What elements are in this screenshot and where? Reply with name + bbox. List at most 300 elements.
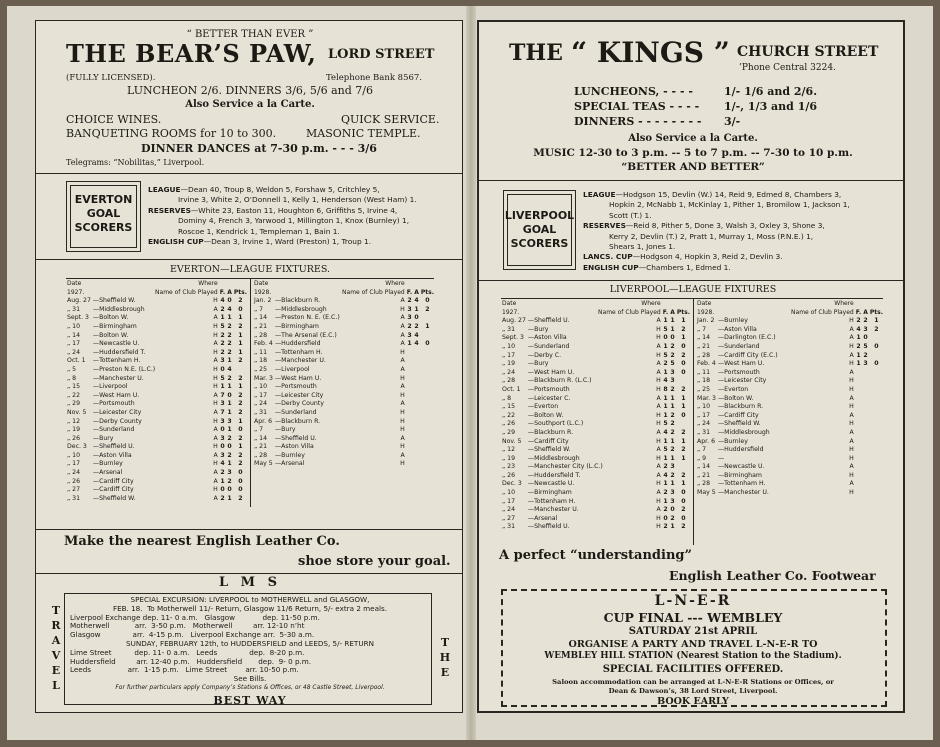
fixture-goals-for: 5 [220, 322, 225, 330]
fixture-row [66, 306, 248, 315]
kings-music: MUSIC 12-30 to 3 p.m. -- 5 to 7 p.m. -- 7-30 to 10 p.m. [533, 147, 853, 159]
fixture-goals-for: 1 [407, 340, 412, 348]
fixture-goals-for: 2 [220, 331, 225, 339]
fixture-goals-against: 1 [670, 454, 675, 462]
fixture-opponent: —Tottenham H. [527, 497, 576, 505]
fixture-points [420, 426, 435, 435]
fixture-opponent: —Sheffield W. [527, 446, 571, 454]
fixture-goals-for: 3 [407, 314, 412, 322]
fixture-venue: A [213, 469, 218, 477]
menu-price: 1/- 1/6 and 2/6. [724, 85, 818, 98]
fixture-goals-against: 1 [227, 383, 232, 391]
fixture-points [420, 460, 435, 469]
fixture-goals-against: 1 [670, 325, 675, 333]
fixture-date: „ 10 [67, 322, 81, 330]
fixture-date: Feb. 4 [254, 340, 273, 348]
fixture-goals-for: 8 [663, 385, 668, 393]
fixture-points [869, 455, 884, 464]
fixture-venue: H [656, 377, 661, 385]
fixture-points: 2 [238, 322, 243, 330]
fixture-row [253, 375, 435, 384]
fixture-points: 0 [681, 368, 686, 376]
fixture-opponent: —Bolton W. [527, 411, 564, 419]
fixture-points [869, 352, 884, 361]
fixture-venue: H [656, 497, 661, 505]
fixture-row [66, 400, 248, 409]
fixture-date: „ 24 [67, 348, 81, 356]
fixture-date: „ 18 [254, 357, 268, 365]
menu-item: SPECIAL TEAS - - - - [574, 100, 700, 113]
fixture-date: „ 17 [67, 460, 81, 468]
leather-ad-line1: A perfect “understanding” [499, 548, 692, 563]
fixture-row [501, 352, 691, 361]
fixture-venue: A [400, 357, 405, 365]
col-empty [219, 280, 227, 289]
fixture-date: „ 21 [254, 443, 268, 451]
fixture-goals-for: 0 [220, 426, 225, 434]
divider [36, 573, 463, 574]
fixture-venue: A [400, 451, 405, 459]
fixture-opponent: —West Ham U. [274, 374, 322, 382]
fixture-date: „ 17 [67, 340, 81, 348]
fixture-opponent: —Sheffield U. [527, 523, 570, 531]
fixture-points: 1 [238, 331, 243, 339]
fixture-row [696, 472, 884, 481]
fixture-venue: H [213, 348, 218, 356]
fixture-opponent: —Tottenham H. [717, 480, 766, 488]
scorer-names: Roscoe 1, Kendrick 1, Templeman 1, Bain 1. [178, 226, 340, 236]
lms-line: Lime Street dep. 11- 0 a.m. Leeds dep. 8-20 p.m. [70, 647, 305, 657]
scorer-category: LANCS. CUP [583, 252, 633, 262]
travel-letter: A [51, 634, 61, 647]
liverpool-fixtures-table-1927 [501, 300, 691, 532]
fixture-goals-for: 4 [663, 428, 668, 436]
fixture-points [420, 366, 435, 375]
bears-masonic: MASONIC TEMPLE. [306, 127, 421, 140]
kings-menu-row [574, 114, 817, 129]
scorer-names: Kerry 2, Devlin (T.) 2, Pratt 1, Murray 1, Moss (P.N.E.) 1, [609, 231, 814, 241]
fixture-opponent: —Derby C. [527, 351, 562, 359]
fixture-points: 2 [238, 408, 243, 416]
lms-line: FEB. 18. To Motherwell 11/- Return, Glasgow 11/6 Return, 5/- extra 2 meals. [112, 603, 388, 613]
fixture-row [501, 455, 691, 464]
scorer-names: Shears 1, Jones 1. [609, 242, 676, 251]
fixture-points: 1 [238, 340, 243, 348]
fixture-points [676, 420, 691, 429]
fixture-goals-for: 2 [663, 489, 668, 497]
fixture-opponent: —Aston Villa [527, 334, 567, 342]
fixture-goals-for: 1 [220, 383, 225, 391]
fixture-goals-against: 1 [414, 305, 419, 313]
fixture-date: „ 19 [502, 454, 516, 462]
kings-phone: ’Phone Central 3224. [739, 63, 836, 73]
fixture-row [501, 317, 691, 326]
fixture-row [696, 369, 884, 378]
everton-fixtures-title: EVERTON—LEAGUE FIXTURES. [169, 264, 331, 275]
lner-title: L-N-E-R [654, 593, 732, 609]
fixture-row [66, 340, 248, 349]
fixture-row [253, 297, 435, 306]
fixture-date: „ 28 [254, 451, 268, 459]
travel-letter: E [51, 664, 61, 677]
fixture-opponent: —Bolton W. [92, 331, 129, 339]
fixture-venue: A [656, 368, 661, 376]
fixture-venue: A [213, 451, 218, 459]
fixture-points: 0 [681, 360, 686, 368]
fixture-venue: A [656, 394, 661, 402]
lner-cup-final: CUP FINAL --- WEMBLEY [603, 610, 783, 625]
col-year: 1927. [67, 288, 85, 296]
col-against: A [227, 288, 232, 296]
fixture-points [869, 472, 884, 481]
fixture-goals-against [862, 386, 869, 395]
fixture-date: „ 24 [254, 400, 268, 408]
fixture-goals-for: 4 [220, 297, 225, 305]
kings-menu-list [574, 84, 817, 129]
fixture-opponent: —Bury [527, 360, 549, 368]
fixture-goals-for: 2 [220, 305, 225, 313]
fixture-row [66, 452, 248, 461]
lms-line: Glasgow arr. 4-15 p.m. Liverpool Exchange arr. 5-30 a.m. [70, 630, 315, 640]
col-empty [862, 300, 869, 309]
fixture-opponent: —Portsmouth [717, 368, 760, 376]
fixture-venue: A [400, 297, 405, 305]
travel-letter: R [51, 619, 61, 632]
fixture-date: „ 23 [502, 463, 516, 471]
fixture-date: „ 14 [697, 463, 711, 471]
fixture-goals-for: 1 [663, 437, 668, 445]
fixture-venue: A [656, 360, 661, 368]
fixture-venue: H [213, 486, 218, 494]
travel-letter: L [52, 679, 60, 692]
fixture-opponent: —Portsmouth [274, 383, 317, 391]
fixture-points: 0 [681, 342, 686, 350]
fixture-date: „ 27 [67, 486, 81, 494]
fixture-goals-for: 2 [220, 494, 225, 502]
fixture-row [696, 395, 884, 404]
divider [501, 298, 883, 299]
fixture-row [253, 452, 435, 461]
col-date: Date [254, 280, 269, 287]
fixture-opponent: —Arsenal [274, 460, 305, 468]
fixture-row [66, 495, 248, 504]
fixture-goals-against: 3 [227, 469, 232, 477]
fixture-date: „ 26 [502, 471, 516, 479]
fixture-goals-for: 2 [220, 340, 225, 348]
fixture-opponent: —Burnley [717, 317, 748, 325]
fixture-row [253, 366, 435, 375]
fixture-points [869, 438, 884, 447]
fixture-goals-for: 2 [220, 348, 225, 356]
fixture-goals-for: 3 [220, 357, 225, 365]
fixture-goals-against: 3 [670, 368, 675, 376]
fixture-goals-against: 2 [227, 434, 232, 442]
fixture-points: 1 [238, 348, 243, 356]
fixture-points [420, 349, 435, 358]
fixture-row [253, 435, 435, 444]
fixture-date: Mar. 3 [254, 374, 273, 382]
fixture-row [501, 343, 691, 352]
fixture-date: „ 7 [254, 305, 264, 313]
fixture-points: 0 [681, 489, 686, 497]
fixture-points: 2 [238, 460, 243, 468]
fixture-venue: H [849, 420, 854, 428]
fixture-opponent: —Leicester C. [527, 394, 571, 402]
fixture-row [501, 326, 691, 335]
col-empty [676, 300, 691, 309]
fixture-points: 0 [681, 411, 686, 419]
fixture-goals-against: 2 [863, 317, 868, 325]
bears-paw-street: LORD STREET [328, 47, 435, 62]
bears-telegrams: Telegrams: “Nobilitas,” Liverpool. [66, 158, 205, 167]
kings-tagline: “BETTER AND BETTER” [621, 161, 765, 173]
fixture-points: 2 [238, 400, 243, 408]
fixture-opponent: —Huddersfield T. [527, 471, 581, 479]
fixture-venue: A [849, 394, 854, 402]
fixture-date: „ 24 [697, 420, 711, 428]
fixture-row [253, 443, 435, 452]
fixture-venue: H [213, 322, 218, 330]
fixture-date: „ 17 [502, 351, 516, 359]
fixture-venue: A [400, 383, 405, 391]
scorers-box-title [67, 193, 140, 235]
fixture-date: Apr. 6 [697, 437, 716, 445]
fixture-opponent: —Sheffield W. [92, 297, 136, 305]
fixture-goals-for [406, 375, 414, 384]
scorer-line [178, 195, 417, 205]
fixture-goals-for [855, 472, 863, 481]
fixture-date: „ 11 [697, 368, 711, 376]
kings-the: THE [509, 40, 563, 66]
fixture-points [869, 420, 884, 429]
fixture-venue: A [656, 463, 661, 471]
fixture-row [696, 480, 884, 489]
fixture-opponent: —West Ham U. [92, 391, 140, 399]
fixture-goals-against: 0 [227, 297, 232, 305]
col-points: Pts. [420, 288, 434, 296]
fixture-date: „ 24 [67, 469, 81, 477]
scorer-line [609, 242, 675, 252]
fixture-row [66, 383, 248, 392]
fixture-date: Aug. 27 [67, 297, 91, 305]
divider [36, 173, 463, 174]
fixture-points: 2 [238, 451, 243, 459]
lner-date: SATURDAY 21st APRIL [628, 626, 758, 637]
fixture-points: 2 [874, 325, 879, 333]
fixture-opponent: —The Arsenal (E.C.) [274, 331, 337, 339]
fixture-goals-against [862, 472, 869, 481]
fixture-opponent: —Middlesbrough [274, 305, 327, 313]
fixture-goals-for: 4 [663, 377, 668, 385]
fixture-date: „ 21 [697, 342, 711, 350]
fixture-row [66, 478, 248, 487]
scorer-line [609, 211, 652, 221]
fixture-goals-for [855, 455, 863, 464]
fixture-opponent: —Bolton W. [717, 394, 754, 402]
fixture-row [66, 357, 248, 366]
fixture-venue: H [400, 391, 405, 399]
fixture-goals-against: 3 [863, 325, 868, 333]
fixture-goals-for [406, 349, 414, 358]
fixture-goals-for: 2 [407, 322, 412, 330]
fixture-goals-for [406, 383, 414, 392]
fixture-goals-against: 1 [670, 394, 675, 402]
fixture-goals-against: 2 [670, 428, 675, 436]
col-date: Date [67, 280, 82, 287]
fixture-opponent: —Blackburn R. [274, 297, 321, 305]
fixture-date: „ 19 [67, 426, 81, 434]
fixture-points: 2 [681, 471, 686, 479]
fixture-venue: A [656, 428, 661, 436]
fixture-date: „ 28 [254, 331, 268, 339]
fixture-row [501, 523, 691, 532]
fixture-row [501, 480, 691, 489]
fixture-opponent: —Huddersfield T. [92, 348, 146, 356]
fixture-venue: A [213, 434, 218, 442]
fixture-goals-against: 0 [670, 506, 675, 514]
fixture-opponent: —Preston N.E. (L.C.) [92, 365, 156, 373]
fixture-venue: A [400, 331, 405, 339]
fixture-goals-against [862, 438, 869, 447]
fixture-goals-against [413, 375, 420, 384]
fixture-points [869, 463, 884, 472]
fixture-row [66, 366, 248, 375]
scorer-names: —Chambers 1, Edmed 1. [638, 262, 731, 272]
scorers-box-line: SCORERS [510, 237, 569, 250]
fixture-goals-against: 2 [227, 348, 232, 356]
scorer-names: Scott (T.) 1. [609, 210, 652, 220]
fixture-points: 2 [681, 351, 686, 359]
fixture-opponent: —Tottenham H. [274, 348, 323, 356]
fixture-goals-against: 2 [670, 411, 675, 419]
fixture-date: „ 31 [67, 494, 81, 502]
fixture-goals-for: 4 [663, 471, 668, 479]
menu-item: DINNERS - - - - - - - - [574, 115, 702, 128]
fixture-venue: H [213, 331, 218, 339]
col-where: Where [385, 280, 405, 287]
fixture-goals-for [406, 392, 414, 401]
fixture-goals-against: 5 [670, 360, 675, 368]
lner-organise: ORGANISE A PARTY AND TRAVEL L-N-E-R TO [568, 639, 818, 650]
fixture-points [420, 452, 435, 461]
fixture-goals-against: 4 [227, 365, 232, 373]
fixture-venue: A [213, 426, 218, 434]
fixture-date: „ 19 [502, 360, 516, 368]
col-for: F. [219, 288, 226, 296]
fixture-opponent: —Leicester City [717, 377, 767, 385]
fixture-goals-for: 0 [220, 443, 225, 451]
fixture-goals-against: 1 [670, 437, 675, 445]
lner-saloon-2: Dean & Dawson’s, 38 Lord Street, Liverpool. [608, 687, 778, 695]
fixture-points: 1 [681, 317, 686, 325]
fixture-venue: H [656, 334, 661, 342]
fixture-opponent: —Blackburn R. [274, 417, 321, 425]
fixture-goals-against: 1 [227, 357, 232, 365]
fixture-points [869, 386, 884, 395]
fixture-date: „ 17 [254, 391, 268, 399]
fixture-date: Dec. 3 [502, 480, 522, 488]
fixture-points: 2 [238, 357, 243, 365]
fixture-goals-against: 2 [227, 340, 232, 348]
fixture-venue: A [849, 411, 854, 419]
fixture-venue: A [213, 477, 218, 485]
fixture-goals-against: 2 [670, 514, 675, 522]
fixture-opponent: —Sheffield W. [717, 420, 761, 428]
fixture-opponent: —Middlesbrough [527, 454, 580, 462]
fixture-date: „ 15 [502, 403, 516, 411]
fixture-row [501, 489, 691, 498]
fixture-row [253, 460, 435, 469]
fixture-goals-for [855, 403, 863, 412]
fixture-opponent: —Cardiff City [92, 486, 134, 494]
fixture-points: 2 [238, 391, 243, 399]
fixture-row [253, 357, 435, 366]
fixture-points: 2 [681, 325, 686, 333]
fixture-date: „ 10 [254, 383, 268, 391]
fixture-goals-against: 0 [670, 334, 675, 342]
fixture-venue: H [213, 297, 218, 305]
fixture-goals-for [855, 412, 863, 421]
fixture-venue: H [849, 471, 854, 479]
fixture-goals-against: 2 [670, 351, 675, 359]
fixture-opponent: —Newcastle U. [717, 463, 765, 471]
fixture-date: „ 26 [67, 434, 81, 442]
fixture-date: May 5 [697, 489, 716, 497]
scorer-line [583, 190, 841, 200]
fixture-goals-for: 7 [220, 408, 225, 416]
fixture-date: „ 7 [697, 446, 707, 454]
fixture-goals-against [413, 443, 420, 452]
fixture-venue: A [400, 314, 405, 322]
scorer-names: —Reid 8, Pither 5, Done 3, Walsh 3, Oxley 3, Shone 3, [625, 221, 825, 231]
fixture-date: „ 14 [697, 334, 711, 342]
lner-special: SPECIAL FACILITIES OFFERED. [602, 664, 784, 675]
fixture-venue: H [400, 408, 405, 416]
fixture-goals-for [406, 357, 414, 366]
fixture-row [66, 418, 248, 427]
travel-letter: T [440, 636, 450, 649]
fixture-points [420, 409, 435, 418]
fixture-goals-against: 0 [227, 391, 232, 399]
fixture-goals-for [406, 460, 414, 469]
fixture-goals-against: 4 [414, 340, 419, 348]
col-empty [662, 300, 670, 309]
fixture-date: „ 25 [254, 365, 268, 373]
fixture-venue: H [849, 342, 854, 350]
fixture-points [869, 480, 884, 489]
fixture-opponent: —Arsenal [527, 514, 558, 522]
fixture-opponent: —Liverpool [274, 365, 310, 373]
fixture-points: 1 [874, 317, 879, 325]
fixture-goals-for: 0 [220, 486, 225, 494]
fixture-row [501, 369, 691, 378]
col-where: Where [834, 300, 854, 307]
fixture-opponent: —Manchester U. [527, 506, 579, 514]
fixture-goals-for: 2 [663, 506, 668, 514]
fixture-points: 1 [681, 437, 686, 445]
fixture-opponent: —Aston Villa [274, 443, 314, 451]
bears-quick: QUICK SERVICE. [341, 113, 440, 126]
travel-letter: H [439, 651, 451, 664]
fixture-venue: A [849, 437, 854, 445]
bears-luncheon: LUNCHEON 2/6. DINNERS 3/6, 5/6 and 7/6 [126, 84, 373, 97]
fixture-date: „ 21 [697, 471, 711, 479]
fixture-goals-for: 1 [663, 394, 668, 402]
fixture-opponent: —Sunderland [274, 408, 317, 416]
fixture-goals-against: 3 [670, 377, 675, 385]
everton-scorers-box [66, 181, 141, 252]
fixture-points: 1 [681, 403, 686, 411]
